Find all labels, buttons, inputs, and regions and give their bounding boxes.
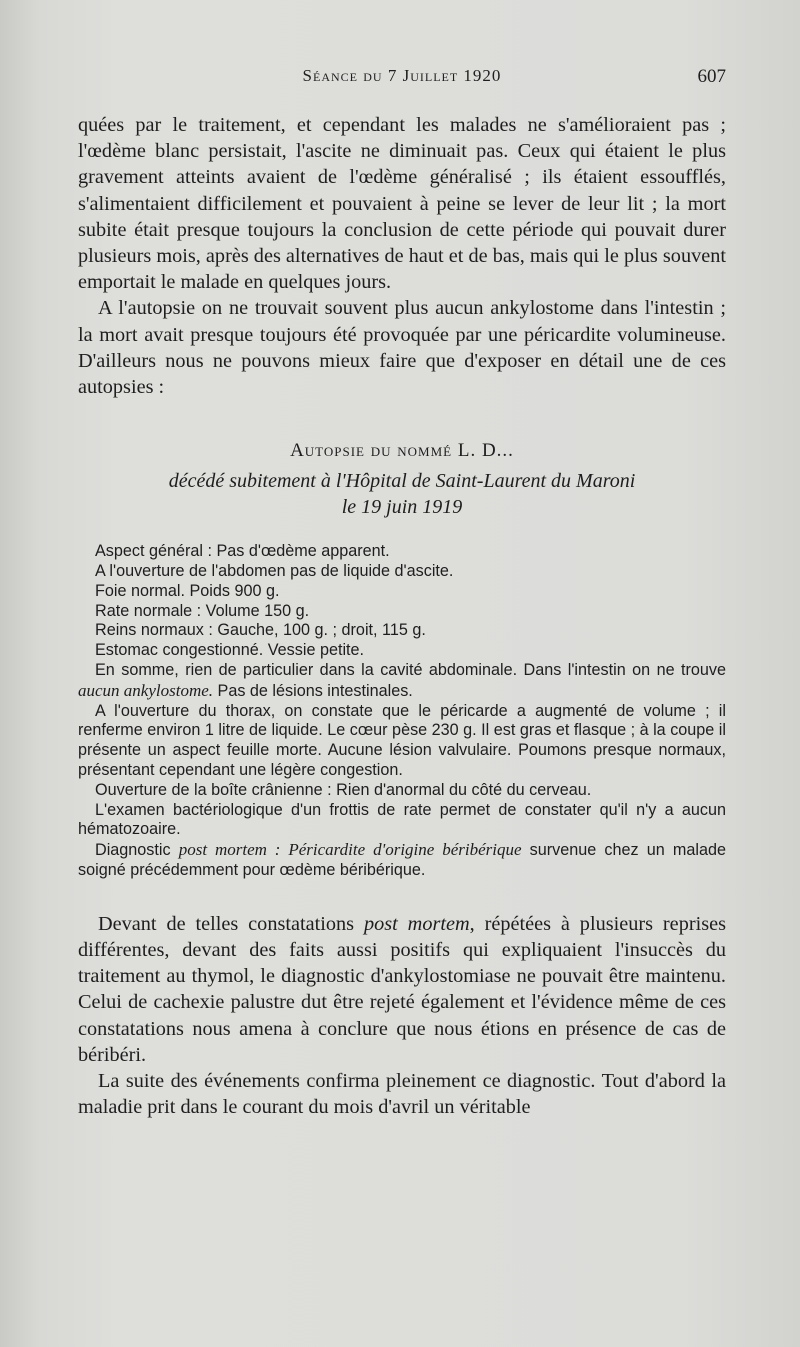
report-text: survenue chez un malade soigné précédemment pour œdème béribérique. bbox=[78, 841, 727, 879]
report-line: L'examen bactériologique d'un frottis de rate permet de constater qu'il n'y a aucun hématozoaire. bbox=[78, 800, 726, 839]
paragraph-continuation: quées par le traitement, et cependant les malades ne s'amélioraient pas ; l'œdème blanc persistait, l'ascite ne diminuait pas. Ceux qui étaient le plus gravement atteints avaient de l'œdème généralisé ; ils étaient essoufflés, s'alimentaient difficilement et pouvaient à peine se lever de leur lit ; la mort subite était presque toujours la conclusion de cette période qui pouvait durer plusieurs mois, après des alternatives de haut et de bas, mais qui le plus souvent emportait le malade en quelques jours. bbox=[78, 114, 726, 294]
report-text: En somme, rien de particulier dans la cavité abdominale. Dans l'intestin on ne trouve bbox=[95, 661, 726, 680]
report-line: Aspect général : Pas d'œdème apparent. bbox=[95, 542, 390, 561]
report-line: Estomac congestionné. Vessie petite. bbox=[95, 641, 365, 660]
page-number: 607 bbox=[697, 66, 726, 87]
paragraph-text: Devant de telles constatations bbox=[98, 912, 364, 935]
autopsy-subtitle: décédé subitement à l'Hôpital de Saint-Laurent du Maroni bbox=[168, 470, 636, 493]
report-line: Ouverture de la boîte crânienne : Rien d'anormal du côté du cerveau. bbox=[95, 780, 592, 799]
report-emphasis: post mortem : Péricardite d'origine béribérique bbox=[178, 840, 522, 860]
report-text: Diagnostic bbox=[95, 841, 179, 860]
autopsy-heading: Autopsie du nommé L. D... bbox=[290, 440, 514, 462]
autopsy-report bbox=[78, 542, 726, 881]
report-line: A l'ouverture de l'abdomen pas de liquide d'ascite. bbox=[95, 562, 454, 581]
report-line: Foie normal. Poids 900 g. bbox=[95, 581, 280, 600]
paragraph-emphasis: post mortem bbox=[363, 912, 470, 935]
page-body bbox=[78, 112, 726, 1120]
page-header bbox=[78, 66, 726, 92]
report-line: A l'ouverture du thorax, on constate que le péricarde a augmenté de volume ; il renferme environ 1 litre de liquide. Le cœur pèse 230 g. Il est gras et flasque ; à la coupe il présente un aspect feuille morte. Aucune lésion valvulaire. Poumons presque normaux, présentant cependant une légère congestion. bbox=[78, 701, 726, 779]
report-line bbox=[78, 661, 726, 702]
report-line bbox=[78, 840, 726, 881]
report-text: Pas de lésions intestinales. bbox=[213, 681, 413, 700]
paragraph-conclusion bbox=[78, 911, 726, 1068]
paragraph-autopsy-intro: A l'autopsie on ne trouvait souvent plus aucun ankylostome dans l'intestin ; la mort avait presque toujours été provoquée par une péricardite volumineuse. D'ailleurs nous ne pouvons mieux faire que d'exposer en détail une de ces autopsies : bbox=[78, 297, 726, 399]
report-emphasis: aucun ankylostome. bbox=[78, 680, 214, 700]
running-head: Séance du 7 Juillet 1920 bbox=[302, 66, 502, 85]
report-line: Reins normaux : Gauche, 100 g. ; droit, 115 g. bbox=[95, 621, 426, 640]
paragraph-text: , répétées à plusieurs reprises différentes, devant des faits aussi positifs qui expliquaient l'insuccès du traitement au thymol, le diagnostic d'ankylostomiase ne pouvait être maintenu. Celui de cachexie palustre dut être rejeté également et l'évidence même de ces constatations nous amena à conclure que nous étions en présence de cas de béribéri. bbox=[78, 912, 727, 1066]
report-line: Rate normale : Volume 150 g. bbox=[95, 601, 310, 620]
paragraph-continuation-next: La suite des événements confirma pleinement ce diagnostic. Tout d'abord la maladie prit dans le courant du mois d'avril un véritable bbox=[78, 1070, 726, 1119]
autopsy-date: le 19 juin 1919 bbox=[341, 496, 463, 519]
